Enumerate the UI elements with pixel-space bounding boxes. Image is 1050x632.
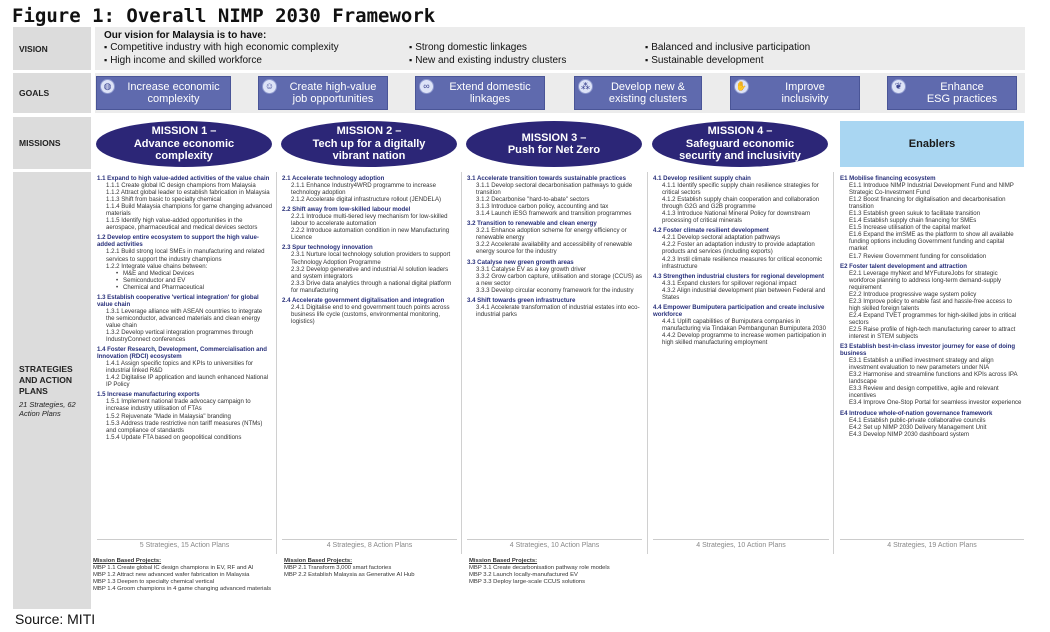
goal-line: linkages	[469, 93, 511, 105]
action-plan: E1.3 Establish green sukuk to facilitate transition	[849, 210, 981, 218]
action-plan: 2.2.2 Introduce automation condition in new Manufacturing Licence	[291, 227, 450, 242]
mbp-item: MBP 1.3 Deepen to specialty chemical vertical	[93, 578, 215, 585]
action-plan: 3.1.2 Decarbonise "hard-to-abate" sectors	[476, 196, 590, 204]
row-label-vision: VISION	[13, 27, 91, 70]
vision-item: ▪ Strong domestic linkages	[409, 42, 527, 53]
mission-line: complexity	[155, 150, 213, 163]
action-plan: 1.3.2 Develop vertical integration programmes through IndustryConnect conferences	[106, 328, 254, 344]
value-chain-bullet: • M&E and Medical Devices	[97, 270, 272, 277]
strategy-heading: E4 Introduce whole-of-nation governance framework	[840, 409, 993, 417]
action-plan: 1.1.1 Create global IC design champions from Malaysia	[106, 182, 256, 190]
goal-line: inclusivity	[781, 93, 829, 105]
action-plan: 3.1.1 Develop sectoral decarbonisation pathways to guide transition	[476, 182, 633, 197]
action-plan: 1.4.1 Assign specific topics and KPIs to universities for industrial linked R&D	[106, 360, 253, 375]
leaf-icon: ❦	[891, 79, 906, 94]
link-icon: ∞	[419, 79, 434, 94]
action-plan: E4.2 Set up NIMP 2030 Delivery Management Unit	[849, 423, 987, 431]
column-divider	[833, 172, 834, 554]
action-plan: 4.3.2 Align industrial development plan between Federal and States	[662, 286, 826, 301]
mission-4-strategies	[653, 172, 829, 536]
goal-increase-complexity	[96, 76, 231, 110]
globe-icon: ◍	[100, 79, 115, 94]
mbp-item: MBP 3.1 Create decarbonisation pathway role models	[469, 564, 610, 571]
action-plan: 3.3.1 Catalyse EV as a key growth driver	[476, 265, 587, 273]
vision-heading: Our vision for Malaysia is to have:	[104, 30, 267, 41]
column-divider	[461, 172, 462, 554]
action-plan: 1.3.1 Leverage alliance with ASEAN countries to integrate the semiconductor, advanced materials and clean energy value chain	[106, 307, 263, 329]
action-plan: 3.1.4 Launch iESG framework and transition programmes	[476, 210, 632, 218]
action-plan: 1.5.4 Update FTA based on geopolitical conditions	[106, 433, 242, 441]
action-plan: E3.3 Review and design competitive, agile and relevant incentives	[849, 385, 999, 400]
strategy-heading: 2.1 Accelerate technology adoption	[282, 175, 385, 182]
action-plan: 1.2.2 Integrate value chains between:	[106, 262, 208, 270]
row-label-goals: GOALS	[13, 73, 91, 113]
action-plan: 1.1.5 Identify high value-added opportunities in the aerospace, pharmaceutical and medical devices sectors	[106, 217, 258, 232]
mission-1	[96, 121, 272, 167]
action-plan: 1.1.3 Shift from basic to specialty chemical	[106, 196, 222, 204]
strategy-heading: E2 Foster talent development and attraction	[840, 262, 967, 270]
goal-line: ESG practices	[926, 93, 998, 105]
action-plan: E1.5 Increase utilisation of the capital market	[849, 224, 971, 232]
mission-3	[466, 121, 642, 167]
action-plan: E3.2 Harmonise and streamline functions and KPIs across IPA landscape	[849, 371, 1018, 386]
strategy-heading: 4.3 Strengthen industrial clusters for regional development	[653, 272, 824, 280]
mbp-item: MBP 1.2 Attract new advanced wafer fabrication in Malaysia	[93, 571, 250, 578]
figure-title: Figure 1: Overall NIMP 2030 Framework	[12, 5, 436, 27]
goal-line: complexity	[147, 93, 200, 105]
action-plan: 4.4.2 Develop programme to increase women participation in high skilled manufacturing employment	[662, 331, 827, 347]
action-plan: E1.1 Introduce NIMP Industrial Development Fund and NIMP Strategic Co-Investment Fund	[849, 182, 1014, 197]
action-plan: 2.3.3 Drive data analytics through a national digital platform for manufacturing	[291, 279, 452, 294]
action-plan: 1.2.1 Build strong local SMEs in manufacturing and related services to support the industry champions	[106, 248, 265, 263]
action-plan: 2.3.1 Nurture local technology solution providers to support Technology Adoption Programme	[291, 251, 451, 266]
goal-line: job opportunities	[292, 93, 374, 105]
strategy-summary: 5 Strategies, 15 Action Plans	[97, 539, 272, 551]
action-plan: 3.3.3 Develop circular economy framework for the industry	[476, 286, 634, 294]
mission-2-strategies	[282, 172, 457, 536]
action-plan: 4.1.1 Identify specific supply chain resilience strategies for critical sectors	[662, 182, 819, 197]
vision-item: ▪ New and existing industry clusters	[409, 55, 566, 66]
mission-line: MISSION 2 –	[336, 125, 402, 138]
action-plan: E2.2 Introduce progressive wage system policy	[849, 290, 977, 298]
mission-line: MISSION 4 –	[707, 125, 773, 138]
column-divider	[276, 172, 277, 554]
goal-line: Develop new &	[610, 81, 685, 93]
goal-esg	[887, 76, 1017, 110]
strategy-heading: 2.2 Shift away from low-skilled labour model	[282, 206, 411, 214]
action-plan: E2.1 Leverage myNext and MYFutureJobs for strategic workforce planning to address long-term demand-supply requirement	[849, 269, 1002, 291]
action-plan: 4.2.2 Foster an adaptation industry to provide adaptation products and services (including exports)	[662, 241, 815, 256]
action-plan: E1.2 Boost financing for digitalisation and decarbonisation transition	[849, 196, 1006, 211]
strategy-heading: 4.2 Foster climate resilient development	[653, 227, 769, 235]
action-plan: E3.4 Improve One-Stop Portal for seamless investor experience	[849, 399, 1022, 407]
mission-2	[281, 121, 457, 167]
action-plan: E2.5 Raise profile of high-tech manufacturing career to attract interest in STEM subjects	[849, 325, 1016, 341]
strategy-summary: 4 Strategies, 8 Action Plans	[282, 539, 457, 551]
row-label-strategies	[13, 172, 91, 609]
goal-inclusivity	[730, 76, 860, 110]
mission-line: security and inclusivity	[679, 150, 801, 163]
strategy-heading: 2.4 Accelerate government digitalisation and integration	[282, 296, 445, 304]
action-plan: 1.5.2 Rejuvenate "Made in Malaysia" branding	[106, 412, 231, 420]
goal-line: Improve	[785, 81, 825, 93]
action-plan: E2.3 Improve policy to enable fast and hassle-free access to high skilled foreign talents	[849, 297, 1012, 312]
strategy-summary: 4 Strategies, 10 Action Plans	[467, 539, 642, 551]
goal-job-opportunities	[258, 76, 388, 110]
strategy-heading: 3.2 Transition to renewable and clean energy	[467, 220, 597, 228]
action-plan: 3.2.2 Accelerate availability and accessibility of renewable energy source for the industry	[476, 241, 633, 256]
mbp-item: MBP 1.1 Create global IC design champions in EV, RF and AI	[93, 564, 254, 571]
value-chain-bullet: • Chemical and Pharmaceutical	[97, 284, 272, 291]
goal-line: Extend domestic	[449, 81, 531, 93]
action-plan: E1.4 Establish supply chain financing for SMEs	[849, 217, 977, 225]
action-plan: 1.1.2 Attract global leader to establish fabrication in Malaysia	[106, 189, 270, 197]
action-plan: 1.4.2 Digitalise IP application and launch enhanced National IP Policy	[106, 374, 269, 389]
action-plan: 2.2.1 Introduce multi-tiered levy mechanism for low-skilled labour to accelerate automation	[291, 213, 448, 228]
mbp-item: MBP 2.1 Transform 3,000 smart factories	[284, 564, 392, 571]
row-label-missions: MISSIONS	[13, 117, 91, 169]
strategy-heading: 3.4 Shift towards green infrastructure	[467, 296, 576, 304]
mbp-heading: Mission Based Projects:	[93, 558, 162, 564]
strategies-label: STRATEGIES AND ACTION PLANS	[19, 363, 73, 396]
mission-1-strategies	[97, 172, 272, 536]
mission-line: vibrant nation	[332, 150, 406, 163]
source-note: Source: MITI	[15, 611, 96, 627]
mbp-heading: Mission Based Projects:	[469, 558, 538, 564]
strategy-heading: 1.1 Expand to high value-added activities of the value chain	[97, 175, 270, 182]
action-plan: E4.1 Establish public-private collaborative councils	[849, 416, 986, 424]
vision-item: ▪ Competitive industry with high economic complexity	[104, 42, 339, 53]
goal-domestic-linkages	[415, 76, 545, 110]
action-plan: 3.1.3 Introduce carbon policy, accounting and tax	[476, 203, 609, 211]
people-icon: ☺	[262, 79, 277, 94]
action-plan: E2.4 Expand TVET programmes for high-skilled jobs in critical sectors	[849, 311, 1017, 326]
value-chain-bullet: • Semiconductor and EV	[97, 277, 272, 284]
strategy-heading: 1.4 Foster Research, Development, Commercialisation and Innovation (RDCI) ecosystem	[97, 346, 268, 361]
action-plan: 4.3.1 Expand clusters for spillover regional impact	[662, 279, 797, 287]
action-plan: 2.4.1 Digitalise end to end government touch points across business life cycle (customs, environmental monitoring, logistics)	[291, 303, 450, 325]
strategy-heading: 1.2 Develop entire ecosystem to support the high value-added activities	[97, 234, 259, 249]
mission-based-projects-3	[469, 558, 644, 586]
action-plan: 3.2.1 Enhance adoption scheme for energy efficiency or renewable energy	[476, 227, 627, 242]
goal-line: Increase economic	[127, 81, 220, 93]
strategy-heading: 4.1 Develop resilient supply chain	[653, 175, 751, 182]
action-plan: 4.1.3 Introduce National Mineral Policy for downstream processing of critical minerals	[662, 210, 811, 225]
mission-based-projects-1	[93, 558, 273, 593]
action-plan: 4.2.1 Develop sectoral adaptation pathways	[662, 234, 781, 242]
action-plan: 4.2.3 Instil climate resilience measures for critical economic infrastructure	[662, 255, 823, 270]
mission-line: MISSION 3 –	[521, 131, 587, 144]
hands-icon: ✋	[734, 79, 749, 94]
action-plan: 4.4.1 Uplift capabilities of Bumiputera companies in manufacturing via Tindakan Pembangunan Bumiputera 2030	[662, 317, 826, 332]
strategy-heading: 3.1 Accelerate transition towards sustainable practices	[467, 175, 626, 182]
strategy-heading: 4.4 Empower Bumiputera participation and create inclusive workforce	[653, 303, 825, 318]
mission-line: Push for Net Zero	[507, 144, 601, 156]
strategy-summary: 4 Strategies, 19 Action Plans	[840, 539, 1024, 551]
action-plan: 2.1.2 Accelerate digital infrastructure rollout (JENDELA)	[291, 196, 442, 204]
vision-item: ▪ Balanced and inclusive participation	[645, 42, 810, 53]
action-plan: 3.4.1 Accelerate transformation of industrial estates into eco-industrial parks	[476, 303, 640, 318]
mission-line: Advance economic	[133, 137, 235, 150]
strategy-heading: 1.5 Increase manufacturing exports	[97, 391, 200, 399]
strategy-heading: 2.3 Spur technology innovation	[282, 244, 373, 252]
enablers-strategies	[840, 172, 1024, 536]
mbp-item: MBP 1.4 Groom champions in 4 game changing advanced materials	[93, 585, 272, 592]
cluster-icon: ⁂	[578, 79, 593, 94]
strategy-heading: 3.3 Catalyse new green growth areas	[467, 258, 574, 266]
strategy-summary: 4 Strategies, 10 Action Plans	[653, 539, 829, 551]
goal-line: Enhance	[940, 81, 984, 93]
goal-line: Create high-value	[289, 81, 377, 93]
action-plan: E3.1 Establish a unified investment strategy and align investment evaluation to new parameters under NIA	[849, 357, 994, 372]
mission-line: MISSION 1 –	[151, 125, 217, 138]
goals-row-bg	[95, 73, 1025, 113]
strategy-heading: E3 Establish best-in-class investor journey for ease of doing business	[840, 343, 1016, 358]
action-plan: E4.3 Develop NIMP 2030 dashboard system	[849, 430, 970, 438]
action-plan: 3.3.2 Grow carbon capture, utilisation and storage (CCUS) as a new sector	[476, 272, 642, 287]
mbp-item: MBP 3.2 Launch locally-manufactured EV	[469, 571, 578, 578]
strategies-count: 21 Strategies, 62 Action Plans	[19, 399, 76, 418]
goal-clusters	[574, 76, 702, 110]
action-plan: 4.1.2 Establish supply chain cooperation and collaboration through G2G and G2B programme	[662, 196, 820, 211]
mbp-heading: Mission Based Projects:	[284, 558, 353, 564]
strategy-heading: 1.3 Establish cooperative 'vertical integration' for global value chain	[97, 293, 259, 308]
mbp-item: MBP 2.2 Establish Malaysia as Generative AI Hub	[284, 571, 415, 578]
mission-line: Safeguard economic	[685, 137, 795, 150]
mission-line: Tech up for a digitally	[312, 137, 426, 150]
action-plan: 1.5.1 Implement national trade advocacy campaign to increase industry utilisation of FTAs	[106, 398, 251, 413]
enablers-header: Enablers	[840, 121, 1024, 167]
vision-item: ▪ High income and skilled workforce	[104, 55, 262, 66]
mission-based-projects-2	[284, 558, 459, 579]
action-plan: 2.3.2 Develop generative and industrial AI solution leaders and system integrators	[291, 265, 449, 280]
action-plan: E1.6 Expand the imSME as the platform to show all available funding options including Government funding and capital market	[849, 231, 1014, 253]
vision-item: ▪ Sustainable development	[645, 55, 764, 66]
action-plan: 1.1.4 Build Malaysia champions for game changing advanced materials	[106, 203, 272, 218]
action-plan: E1.7 Review Government funding for consolidation	[849, 252, 987, 260]
mission-3-strategies	[467, 172, 642, 536]
mbp-item: MBP 3.3 Deploy large-scale CCUS solutions	[469, 578, 586, 585]
mission-4	[652, 121, 828, 167]
action-plan: 1.5.3 Address trade restrictive non tariff measures (NTMs) and compliance of standards	[106, 419, 263, 434]
column-divider	[647, 172, 648, 554]
strategy-heading: E1 Mobilise financing ecosystem	[840, 175, 936, 182]
action-plan: 2.1.1 Enhance Industry4WRD programme to increase technology adoption	[291, 182, 436, 197]
goal-line: existing clusters	[608, 93, 688, 105]
